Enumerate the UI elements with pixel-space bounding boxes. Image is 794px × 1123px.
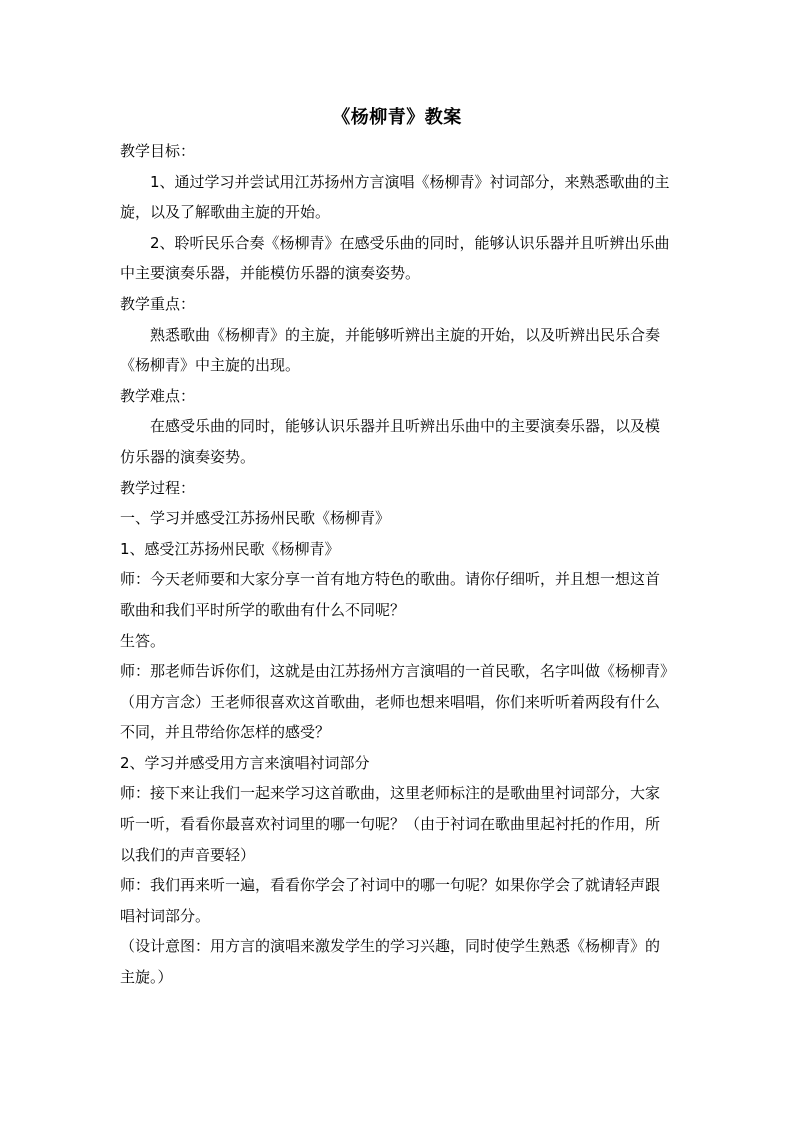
step-2-teacher-line-2: 师：我们再来听一遍，看看你学会了衬词中的哪一句呢？如果你学会了就请轻声跟唱衬词部分。 <box>120 876 661 925</box>
process-heading: 教学过程： <box>120 478 196 497</box>
key-points-text: 熟悉歌曲《杨柳青》的主旋，并能够听辨出主旋的开始，以及听辨出民乐合奏《杨柳青》中主旋的出现。 <box>120 325 661 375</box>
design-intent-note: （设计意图：用方言的演唱来激发学生的学习兴趣，同时使学生熟悉《杨柳青》的主旋。） <box>120 937 661 987</box>
objectives-heading: 教学目标： <box>120 142 196 160</box>
objective-item-2: 2、聆听民乐合奏《杨柳青》在感受乐曲的同时，能够认识乐器并且听辨出乐曲中主要演奏乐器，并能模仿乐器的演奏姿势。 <box>120 233 670 283</box>
section-1-title: 一、学习并感受江苏扬州民歌《杨柳青》 <box>120 509 391 528</box>
step-1-teacher-line-2: 师：那老师告诉你们，这就是由江苏扬州方言演唱的一首民歌，名字叫做《杨柳青》（用方言念）王老师很喜欢这首歌曲，老师也想来唱唱，你们来听听着两段有什么不同，并且带给你怎样的感受？ <box>120 662 668 742</box>
step-2-teacher-line-1: 师：接下来让我们一起来学习这首歌曲，这里老师标注的是歌曲里衬词部分，大家听一听，看看你最喜欢衬词里的哪一句呢？（由于衬词在歌曲里起衬托的作用，所以我们的声音要轻） <box>120 784 661 864</box>
step-1-student-line: 生答。 <box>120 631 166 650</box>
difficulties-text: 在感受乐曲的同时，能够认识乐器并且听辨出乐曲中的主要演奏乐器，以及模仿乐器的演奏姿势。 <box>120 417 661 466</box>
step-1-title: 1、感受江苏扬州民歌《杨柳青》 <box>120 539 340 558</box>
key-points-heading: 教学重点： <box>120 294 196 313</box>
document-title: 《杨柳青》教案 <box>332 107 462 128</box>
objective-item-1: 1、通过学习并尝试用江苏扬州方言演唱《杨柳青》衬词部分，来熟悉歌曲的主旋，以及了解歌曲主旋的开始。 <box>120 172 670 222</box>
difficulties-heading: 教学难点： <box>120 386 196 405</box>
step-2-title: 2、学习并感受用方言来演唱衬词部分 <box>120 753 370 772</box>
step-1-teacher-line-1: 师：今天老师要和大家分享一首有地方特色的歌曲。请你仔细听，并且想一想这首歌曲和我们平时所学的歌曲有什么不同呢？ <box>120 570 661 619</box>
